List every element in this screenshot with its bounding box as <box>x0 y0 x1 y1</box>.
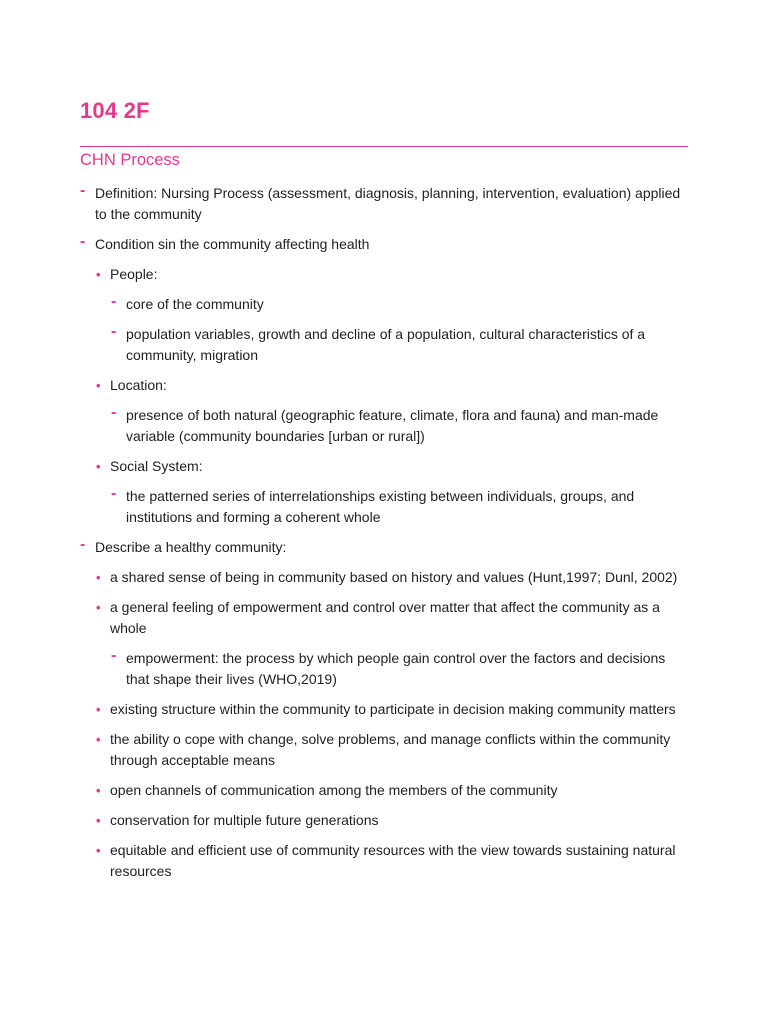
list-item <box>80 537 692 558</box>
list-item <box>80 183 692 225</box>
bullet-marker: • <box>96 600 101 615</box>
list-item-text: presence of both natural (geographic feature, climate, flora and fauna) and man-made variable (community boundaries [urban or rural]) <box>126 407 659 444</box>
dash-marker: - <box>111 323 117 340</box>
list-item-text: a shared sense of being in community based on history and values (Hunt,1997; Dunl, 2002) <box>110 569 678 585</box>
list-item <box>80 264 692 285</box>
list-item-text: Condition sin the community affecting health <box>95 236 370 252</box>
dash-marker: - <box>80 182 86 199</box>
list-item-text: a general feeling of empowerment and control over matter that affect the community as a whole <box>110 599 660 636</box>
list-item <box>80 840 692 882</box>
dash-marker: - <box>80 536 86 553</box>
list-item-text: Location: <box>110 377 167 393</box>
dash-marker: - <box>111 485 117 502</box>
list-item-text: existing structure within the community to participate in decision making community matters <box>110 701 676 717</box>
list-item <box>80 456 692 477</box>
dash-marker: - <box>111 293 117 310</box>
bullet-marker: • <box>96 813 101 828</box>
list-item-text: People: <box>110 266 158 282</box>
dash-marker: - <box>111 647 117 664</box>
list-item-text: conservation for multiple future generations <box>110 812 379 828</box>
list-item-text: the ability o cope with change, solve problems, and manage conflicts within the community through acceptable means <box>110 731 671 768</box>
list-item-text: Describe a healthy community: <box>95 539 287 555</box>
outline-list <box>80 183 692 891</box>
bullet-marker: • <box>96 702 101 717</box>
list-item-text: Definition: Nursing Process (assessment, diagnosis, planning, intervention, evaluation) applied to the community <box>95 185 681 222</box>
list-item <box>80 729 692 771</box>
list-item <box>80 234 692 255</box>
list-item <box>80 810 692 831</box>
list-item <box>80 324 692 366</box>
list-item <box>80 486 692 528</box>
list-item <box>80 648 692 690</box>
list-item <box>80 405 692 447</box>
bullet-marker: • <box>96 570 101 585</box>
dash-marker: - <box>111 404 117 421</box>
list-item <box>80 699 692 720</box>
list-item-text: open channels of communication among the members of the community <box>110 782 558 798</box>
bullet-marker: • <box>96 378 101 393</box>
list-item-text: core of the community <box>126 296 264 312</box>
list-item-text: the patterned series of interrelationships existing between individuals, groups, and institutions and forming a coherent whole <box>126 488 635 525</box>
list-item-text: equitable and efficient use of community resources with the view towards sustaining natural resources <box>110 842 676 879</box>
bullet-marker: • <box>96 459 101 474</box>
list-item <box>80 780 692 801</box>
list-item <box>80 375 692 396</box>
section-heading: CHN Process <box>80 151 180 169</box>
title-divider <box>80 146 688 147</box>
list-item-text: Social System: <box>110 458 203 474</box>
bullet-marker: • <box>96 732 101 747</box>
list-item-text: empowerment: the process by which people gain control over the factors and decisions that shape their lives (WHO,2019) <box>126 650 666 687</box>
bullet-marker: • <box>96 843 101 858</box>
bullet-marker: • <box>96 267 101 282</box>
list-item <box>80 294 692 315</box>
bullet-marker: • <box>96 783 101 798</box>
list-item <box>80 567 692 588</box>
list-item <box>80 597 692 639</box>
document-title: 104 2F <box>80 98 150 123</box>
dash-marker: - <box>80 233 86 250</box>
list-item-text: population variables, growth and decline of a population, cultural characteristics of a community, migration <box>126 326 646 363</box>
